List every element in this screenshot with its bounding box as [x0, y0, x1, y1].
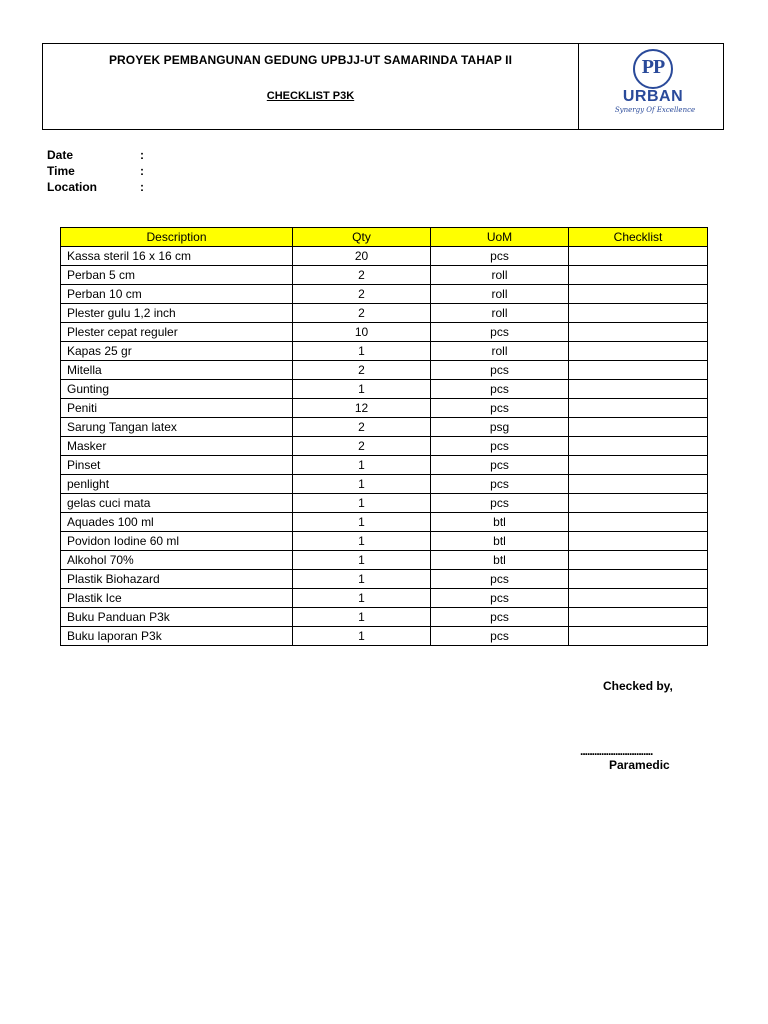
meta-label: Location: [47, 180, 97, 194]
row-qty: 1: [293, 475, 431, 494]
table-row: [61, 532, 708, 551]
row-checklist-cell[interactable]: [569, 494, 708, 513]
meta-colon: :: [140, 148, 144, 162]
row-description: Perban 10 cm: [61, 285, 293, 304]
column-header-qty: Qty: [293, 228, 431, 247]
row-qty: 1: [293, 513, 431, 532]
column-header-checklist: Checklist: [569, 228, 708, 247]
column-header-description: Description: [61, 228, 293, 247]
row-description: Plester cepat reguler: [61, 323, 293, 342]
company-logo: [579, 44, 723, 129]
row-checklist-cell[interactable]: [569, 380, 708, 399]
row-uom: btl: [431, 532, 569, 551]
table-row: [61, 342, 708, 361]
row-uom: roll: [431, 285, 569, 304]
row-qty: 20: [293, 247, 431, 266]
row-description: Buku laporan P3k: [61, 627, 293, 646]
signature-role: Paramedic: [609, 758, 670, 772]
table-row: [61, 266, 708, 285]
table-row: [61, 361, 708, 380]
table-row: [61, 247, 708, 266]
row-checklist-cell[interactable]: [569, 532, 708, 551]
meta-date: [47, 148, 150, 164]
row-checklist-cell[interactable]: [569, 437, 708, 456]
meta-label: Time: [47, 164, 75, 178]
row-description: Buku Panduan P3k: [61, 608, 293, 627]
row-checklist-cell[interactable]: [569, 627, 708, 646]
row-description: Sarung Tangan latex: [61, 418, 293, 437]
logo-mark: PP: [641, 56, 665, 78]
table-row: [61, 380, 708, 399]
row-checklist-cell[interactable]: [569, 475, 708, 494]
table-row: [61, 627, 708, 646]
document-meta: [47, 148, 150, 196]
row-uom: pcs: [431, 380, 569, 399]
meta-time: [47, 164, 150, 180]
table-header-row: [61, 228, 708, 247]
row-qty: 12: [293, 399, 431, 418]
row-uom: btl: [431, 551, 569, 570]
row-qty: 1: [293, 551, 431, 570]
table-body: [61, 247, 708, 646]
row-uom: roll: [431, 342, 569, 361]
row-qty: 1: [293, 570, 431, 589]
row-qty: 2: [293, 285, 431, 304]
row-description: Povidon Iodine 60 ml: [61, 532, 293, 551]
row-checklist-cell[interactable]: [569, 608, 708, 627]
row-checklist-cell[interactable]: [569, 342, 708, 361]
row-uom: pcs: [431, 570, 569, 589]
row-uom: roll: [431, 304, 569, 323]
row-qty: 1: [293, 380, 431, 399]
row-qty: 1: [293, 589, 431, 608]
table-row: [61, 285, 708, 304]
row-description: Pinset: [61, 456, 293, 475]
header-title-area: [43, 44, 579, 129]
row-description: gelas cuci mata: [61, 494, 293, 513]
row-checklist-cell[interactable]: [569, 418, 708, 437]
row-description: Plastik Ice: [61, 589, 293, 608]
checklist-table: [60, 227, 708, 646]
row-uom: pcs: [431, 323, 569, 342]
table-row: [61, 589, 708, 608]
column-header-uom: UoM: [431, 228, 569, 247]
row-description: Kassa steril 16 x 16 cm: [61, 247, 293, 266]
table-row: [61, 399, 708, 418]
row-uom: pcs: [431, 456, 569, 475]
row-qty: 1: [293, 456, 431, 475]
row-checklist-cell[interactable]: [569, 323, 708, 342]
row-checklist-cell[interactable]: [569, 266, 708, 285]
row-description: Aquades 100 ml: [61, 513, 293, 532]
row-checklist-cell[interactable]: [569, 399, 708, 418]
logo-tagline: Synergy Of Excellence: [614, 106, 696, 114]
row-description: Perban 5 cm: [61, 266, 293, 285]
row-checklist-cell[interactable]: [569, 456, 708, 475]
table-row: [61, 437, 708, 456]
table-row: [61, 570, 708, 589]
row-uom: psg: [431, 418, 569, 437]
row-uom: pcs: [431, 437, 569, 456]
row-checklist-cell[interactable]: [569, 304, 708, 323]
row-qty: 10: [293, 323, 431, 342]
checked-by-label: Checked by,: [603, 679, 673, 693]
table-row: [61, 418, 708, 437]
project-title: PROYEK PEMBANGUNAN GEDUNG UPBJJ-UT SAMARINDA TAHAP II: [108, 53, 513, 67]
row-qty: 2: [293, 361, 431, 380]
row-checklist-cell[interactable]: [569, 589, 708, 608]
signature-line: ...............................: [580, 744, 653, 758]
row-qty: 1: [293, 494, 431, 513]
row-description: Kapas 25 gr: [61, 342, 293, 361]
row-uom: pcs: [431, 608, 569, 627]
meta-colon: :: [140, 180, 144, 194]
row-uom: pcs: [431, 589, 569, 608]
row-qty: 2: [293, 418, 431, 437]
row-uom: pcs: [431, 247, 569, 266]
document-title: CHECKLIST P3K: [266, 90, 355, 102]
row-checklist-cell[interactable]: [569, 285, 708, 304]
table-row: [61, 494, 708, 513]
row-uom: pcs: [431, 627, 569, 646]
table-row: [61, 475, 708, 494]
row-checklist-cell[interactable]: [569, 570, 708, 589]
row-qty: 1: [293, 532, 431, 551]
row-description: Mitella: [61, 361, 293, 380]
row-uom: pcs: [431, 399, 569, 418]
row-description: Masker: [61, 437, 293, 456]
row-qty: 2: [293, 266, 431, 285]
table-row: [61, 456, 708, 475]
row-description: Peniti: [61, 399, 293, 418]
row-uom: roll: [431, 266, 569, 285]
row-checklist-cell[interactable]: [569, 361, 708, 380]
meta-location: [47, 180, 150, 196]
table-row: [61, 608, 708, 627]
row-uom: pcs: [431, 475, 569, 494]
meta-label: Date: [47, 148, 74, 162]
row-checklist-cell[interactable]: [569, 513, 708, 532]
table-row: [61, 323, 708, 342]
row-uom: pcs: [431, 361, 569, 380]
document-header: [42, 43, 724, 130]
table-row: [61, 513, 708, 532]
row-checklist-cell[interactable]: [569, 551, 708, 570]
row-description: Gunting: [61, 380, 293, 399]
row-qty: 1: [293, 608, 431, 627]
row-checklist-cell[interactable]: [569, 247, 708, 266]
table-row: [61, 551, 708, 570]
row-qty: 1: [293, 627, 431, 646]
row-qty: 2: [293, 437, 431, 456]
row-qty: 1: [293, 342, 431, 361]
row-description: Plastik Biohazard: [61, 570, 293, 589]
table-row: [61, 304, 708, 323]
logo-name: URBAN: [622, 88, 684, 105]
row-uom: btl: [431, 513, 569, 532]
row-qty: 2: [293, 304, 431, 323]
pp-logo-icon: [633, 49, 673, 89]
row-description: penlight: [61, 475, 293, 494]
row-description: Plester gulu 1,2 inch: [61, 304, 293, 323]
row-uom: pcs: [431, 494, 569, 513]
row-description: Alkohol 70%: [61, 551, 293, 570]
meta-colon: :: [140, 164, 144, 178]
